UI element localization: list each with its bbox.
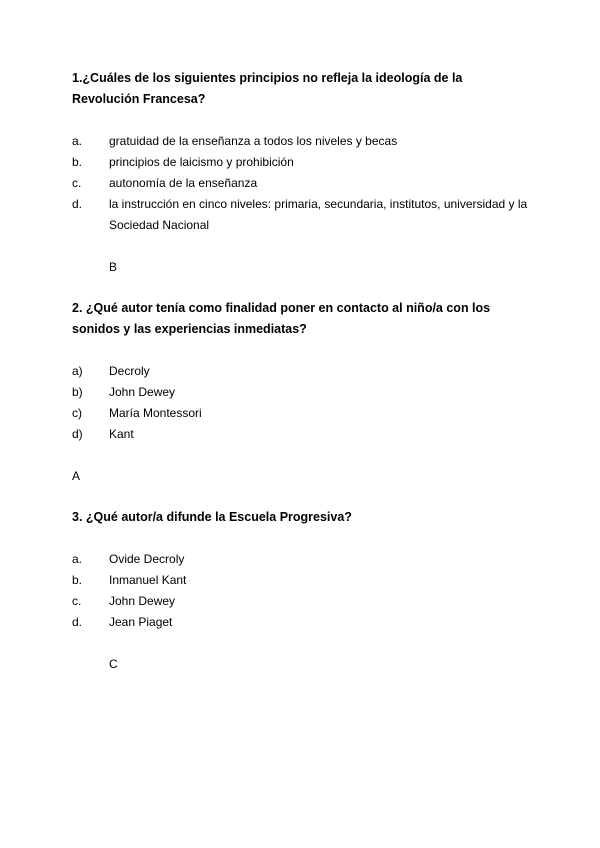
option-marker: c. xyxy=(72,594,82,608)
option-text: gratuidad de la enseñanza a todos los niveles y becas xyxy=(109,134,398,148)
option-marker: a) xyxy=(72,364,83,378)
option-marker: d) xyxy=(72,427,83,441)
answer-label: B xyxy=(109,260,118,274)
option-text: Kant xyxy=(109,427,134,441)
option-item xyxy=(72,612,532,633)
option-list xyxy=(72,361,532,445)
question-title: 1.¿Cuáles de los siguientes principios no refleja la ideología de la Revolución Francesa? xyxy=(72,71,463,106)
option-item xyxy=(72,152,532,173)
question-2 xyxy=(72,298,532,487)
option-item xyxy=(72,131,532,152)
option-item xyxy=(72,424,532,445)
option-text: principios de laicismo y prohibición xyxy=(109,155,294,169)
option-marker: d. xyxy=(72,615,83,629)
option-item xyxy=(72,382,532,403)
question-1 xyxy=(72,68,532,278)
option-marker: a. xyxy=(72,134,83,148)
option-marker: c. xyxy=(72,176,82,190)
option-item xyxy=(72,403,532,424)
option-text: Decroly xyxy=(109,364,150,378)
option-item xyxy=(72,194,532,236)
option-item xyxy=(72,549,532,570)
option-text: Inmanuel Kant xyxy=(109,573,187,587)
option-marker: b. xyxy=(72,573,83,587)
option-text: Ovide Decroly xyxy=(109,552,185,566)
option-text: María Montessori xyxy=(109,406,202,420)
option-item xyxy=(72,591,532,612)
option-marker: c) xyxy=(72,406,82,420)
option-marker: b) xyxy=(72,385,83,399)
option-marker: a. xyxy=(72,552,83,566)
option-text: la instrucción en cinco niveles: primaria, secundaria, institutos, universidad y la Sociedad Nacional xyxy=(109,197,528,232)
option-list xyxy=(72,131,532,236)
option-text: John Dewey xyxy=(109,594,176,608)
question-title: 3. ¿Qué autor/a difunde la Escuela Progresiva? xyxy=(72,510,352,524)
option-marker: b. xyxy=(72,155,83,169)
option-item xyxy=(72,173,532,194)
option-text: autonomía de la enseñanza xyxy=(109,176,258,190)
answer-label: A xyxy=(72,469,81,483)
answer-label: C xyxy=(109,657,118,671)
option-list xyxy=(72,549,532,633)
option-text: John Dewey xyxy=(109,385,176,399)
option-text: Jean Piaget xyxy=(109,615,173,629)
option-item xyxy=(72,361,532,382)
option-item xyxy=(72,570,532,591)
question-title: 2. ¿Qué autor tenía como finalidad poner en contacto al niño/a con los sonidos y las experiencias inmediatas? xyxy=(72,301,491,336)
option-marker: d. xyxy=(72,197,83,211)
question-3 xyxy=(72,507,532,675)
